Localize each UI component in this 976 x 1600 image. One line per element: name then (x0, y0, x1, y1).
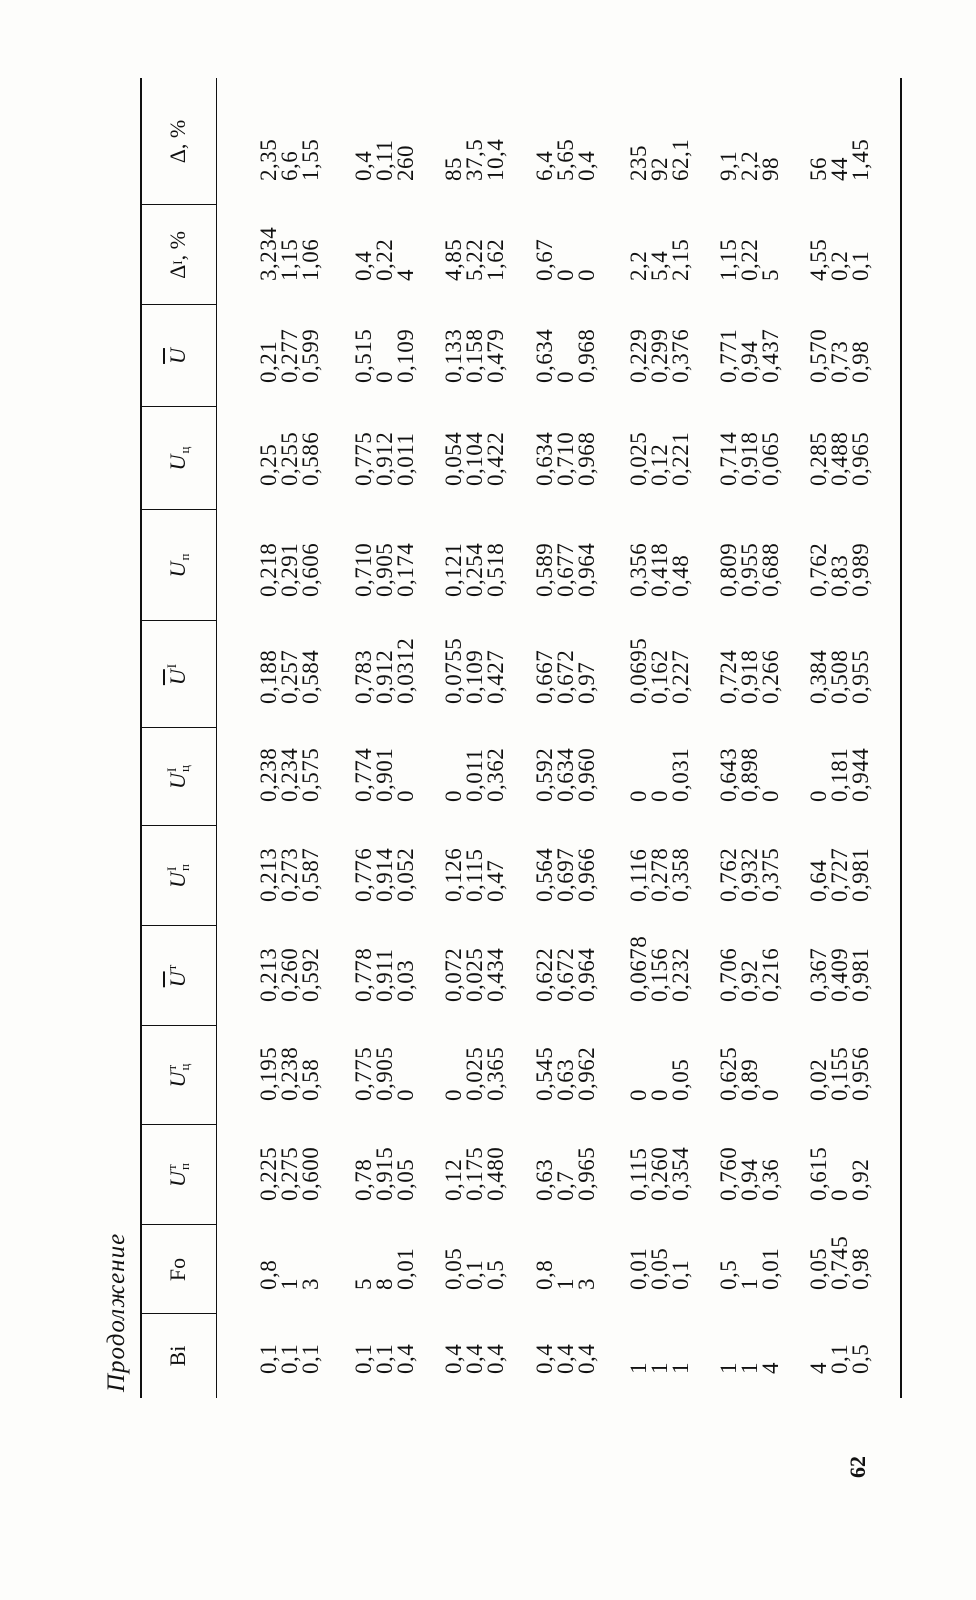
table-cell-Uc: 0,025 0,12 0,221 (626, 431, 693, 486)
table-cell-Ubt: 0,706 0,92 0,216 (716, 947, 783, 1002)
table-cell-UcI: 0 0,011 0,362 (441, 747, 508, 802)
table-cell-dI: 1,15 0,22 5 (716, 238, 783, 281)
table-cell-UnI: 0,126 0,115 0,47 (441, 847, 508, 902)
table-cell-d: 9,1 2,2 98 (716, 150, 783, 181)
table-cell-Uct: 0,625 0,89 0 (716, 1046, 783, 1101)
column-header-Uc: U ц (165, 446, 192, 471)
table-cell-UbI: 0,384 0,508 0,955 (806, 649, 873, 704)
table-cell-Ub: 0,229 0,299 0,376 (626, 328, 693, 383)
table-cell-UbI: 0,667 0,672 0,97 (532, 649, 599, 704)
table-cell-Uc: 0,25 0,255 0,586 (256, 431, 323, 486)
table-cell-dI: 2,2 5,4 2,15 (626, 238, 693, 281)
table-cell-Fo: 0,05 0,745 0,98 (806, 1235, 873, 1290)
column-header-Ubt: $\overline{U}$ т (164, 964, 190, 988)
table-cell-d: 85 37,5 10,4 (441, 138, 508, 181)
data-table (140, 78, 902, 1398)
continuation-label: Продолжение (103, 1232, 130, 1392)
table-cell-UcI: 0 0 0,031 (626, 747, 693, 802)
table-cell-dI: 4,55 0,2 0,1 (806, 238, 873, 281)
table-cell-Bi: 0,4 0,4 0,4 (532, 1343, 599, 1374)
page-number: 62 (845, 1456, 870, 1478)
table-cell-Ubt: 0,0678 0,156 0,232 (626, 935, 693, 1002)
table-cell-UnI: 0,116 0,278 0,358 (626, 847, 693, 902)
table-cell-UbI: 0,783 0,912 0,0312 (351, 637, 418, 704)
table-cell-Ubt: 0,213 0,260 0,592 (256, 947, 323, 1002)
table-cell-dI: 4,85 5,22 1,62 (441, 238, 508, 281)
table-cell-UnI: 0,213 0,273 0,587 (256, 847, 323, 902)
table-cell-dI: 0,4 0,22 4 (351, 238, 418, 281)
table-cell-d: 0,4 0,11 260 (351, 139, 418, 181)
table-cell-Uct: 0,775 0,905 0 (351, 1046, 418, 1101)
table-cell-Uct: 0,195 0,238 0,58 (256, 1046, 323, 1101)
table-cell-Unt: 0,225 0,275 0,600 (256, 1146, 323, 1201)
column-header-UnI: U I п (164, 864, 192, 888)
column-header-d: Δ, % (165, 119, 190, 164)
table-cell-Un: 0,809 0,955 0,688 (716, 542, 783, 597)
table-cell-d: 56 44 1,45 (806, 138, 873, 181)
table-cell-Unt: 0,63 0,7 0,965 (532, 1146, 599, 1201)
table-cell-Unt: 0,115 0,260 0,354 (626, 1146, 693, 1201)
table-cell-UcI: 0,238 0,234 0,575 (256, 747, 323, 802)
table-cell-Ub: 0,634 0 0,968 (532, 328, 599, 383)
table-cell-dI: 0,67 0 0 (532, 238, 599, 281)
table-cell-Unt: 0,78 0,915 0,05 (351, 1146, 418, 1201)
table-cell-Bi: 0,1 0,1 0,1 (256, 1343, 323, 1374)
table-cell-Ub: 0,133 0,158 0,479 (441, 328, 508, 383)
table-cell-Un: 0,356 0,418 0,48 (626, 542, 693, 597)
table-cell-Fo: 0,05 0,1 0,5 (441, 1247, 508, 1290)
table-cell-Un: 0,762 0,83 0,989 (806, 542, 873, 597)
table-cell-UbI: 0,188 0,257 0,584 (256, 649, 323, 704)
table-cell-Ub: 0,21 0,277 0,599 (256, 328, 323, 383)
column-header-UcI: U I ц (164, 765, 192, 789)
table-cell-Fo: 0,8 1 3 (532, 1259, 599, 1290)
table-cell-Unt: 0,760 0,94 0,36 (716, 1146, 783, 1201)
table-cell-Fo: 5 8 0,01 (351, 1247, 418, 1290)
table-cell-Ubt: 0,622 0,672 0,964 (532, 947, 599, 1002)
column-header-Unt: U т п (164, 1163, 192, 1187)
table-cell-UcI: 0,774 0,901 0 (351, 747, 418, 802)
table-cell-UnI: 0,564 0,697 0,966 (532, 847, 599, 902)
table-cell-UbI: 0,724 0,918 0,266 (716, 649, 783, 704)
table-cell-d: 6,4 5,65 0,4 (532, 138, 599, 181)
table-cell-Ub: 0,570 0,73 0,98 (806, 328, 873, 383)
table-cell-UcI: 0,592 0,634 0,960 (532, 747, 599, 802)
table-cell-Fo: 0,5 1 0,01 (716, 1247, 783, 1290)
table-cell-UbI: 0,0695 0,162 0,227 (626, 637, 693, 704)
table-cell-Uc: 0,775 0,912 0,011 (351, 431, 418, 486)
table-cell-Fo: 0,01 0,05 0,1 (626, 1247, 693, 1290)
table-cell-Un: 0,218 0,291 0,606 (256, 542, 323, 597)
table-cell-Bi: 0,1 0,1 0,4 (351, 1343, 418, 1374)
table-cell-UnI: 0,776 0,914 0,052 (351, 847, 418, 902)
table-cell-Ub: 0,771 0,94 0,437 (716, 328, 783, 383)
table-cell-Bi: 1 1 4 (716, 1362, 783, 1374)
table-cell-Uct: 0,02 0,155 0,956 (806, 1046, 873, 1101)
table-cell-Bi: 1 1 1 (626, 1362, 693, 1374)
column-header-dI: Δ I , % (165, 231, 190, 279)
table-cell-Uct: 0 0,025 0,365 (441, 1046, 508, 1101)
table-cell-Uc: 0,285 0,488 0,965 (806, 431, 873, 486)
table-cell-Uct: 0,545 0,63 0,962 (532, 1046, 599, 1101)
table-cell-UcI: 0,643 0,898 0 (716, 747, 783, 802)
table-cell-UnI: 0,64 0,727 0,981 (806, 847, 873, 902)
column-header-Bi: Bi (165, 1345, 190, 1367)
table-cell-Unt: 0,12 0,175 0,480 (441, 1146, 508, 1201)
table-cell-UbI: 0,0755 0,109 0,427 (441, 637, 508, 704)
table-cell-Bi: 4 0,1 0,5 (806, 1343, 873, 1374)
column-header-Uct: U т ц (164, 1063, 192, 1088)
table-cell-Ubt: 0,072 0,025 0,434 (441, 947, 508, 1002)
table-cell-dI: 3,234 1,15 1,06 (256, 226, 323, 281)
table-cell-Uc: 0,634 0,710 0,968 (532, 431, 599, 486)
table-cell-Un: 0,121 0,254 0,518 (441, 542, 508, 597)
table-cell-Ub: 0,515 0 0,109 (351, 328, 418, 383)
table-cell-Un: 0,710 0,905 0,174 (351, 542, 418, 597)
table-cell-Uct: 0 0 0,05 (626, 1058, 693, 1101)
table-bottom-rule (900, 78, 902, 1398)
column-header-Un: U п (165, 553, 192, 578)
table-cell-Ubt: 0,367 0,409 0,981 (806, 947, 873, 1002)
table-cell-UcI: 0 0,181 0,944 (806, 747, 873, 802)
table-cell-Unt: 0,615 0 0,92 (806, 1146, 873, 1201)
table-cell-Fo: 0,8 1 3 (256, 1259, 323, 1290)
column-header-Ub: $\overline{U}$ (165, 348, 190, 364)
table-cell-Un: 0,589 0,677 0,964 (532, 542, 599, 597)
table-cell-d: 2,35 6,6 1,55 (256, 138, 323, 181)
column-header-Fo: Fo (165, 1257, 190, 1282)
column-header-UbI: $\overline{U}$ I (164, 663, 190, 686)
table-cell-UnI: 0,762 0,932 0,375 (716, 847, 783, 902)
table-cell-Uc: 0,054 0,104 0,422 (441, 431, 508, 486)
table-cell-Uc: 0,714 0,918 0,065 (716, 431, 783, 486)
table-cell-Bi: 0,4 0,4 0,4 (441, 1343, 508, 1374)
header-rule (216, 78, 217, 1398)
table-cell-d: 235 92 62,1 (626, 138, 693, 181)
table-cell-Ubt: 0,778 0,911 0,03 (351, 947, 418, 1002)
